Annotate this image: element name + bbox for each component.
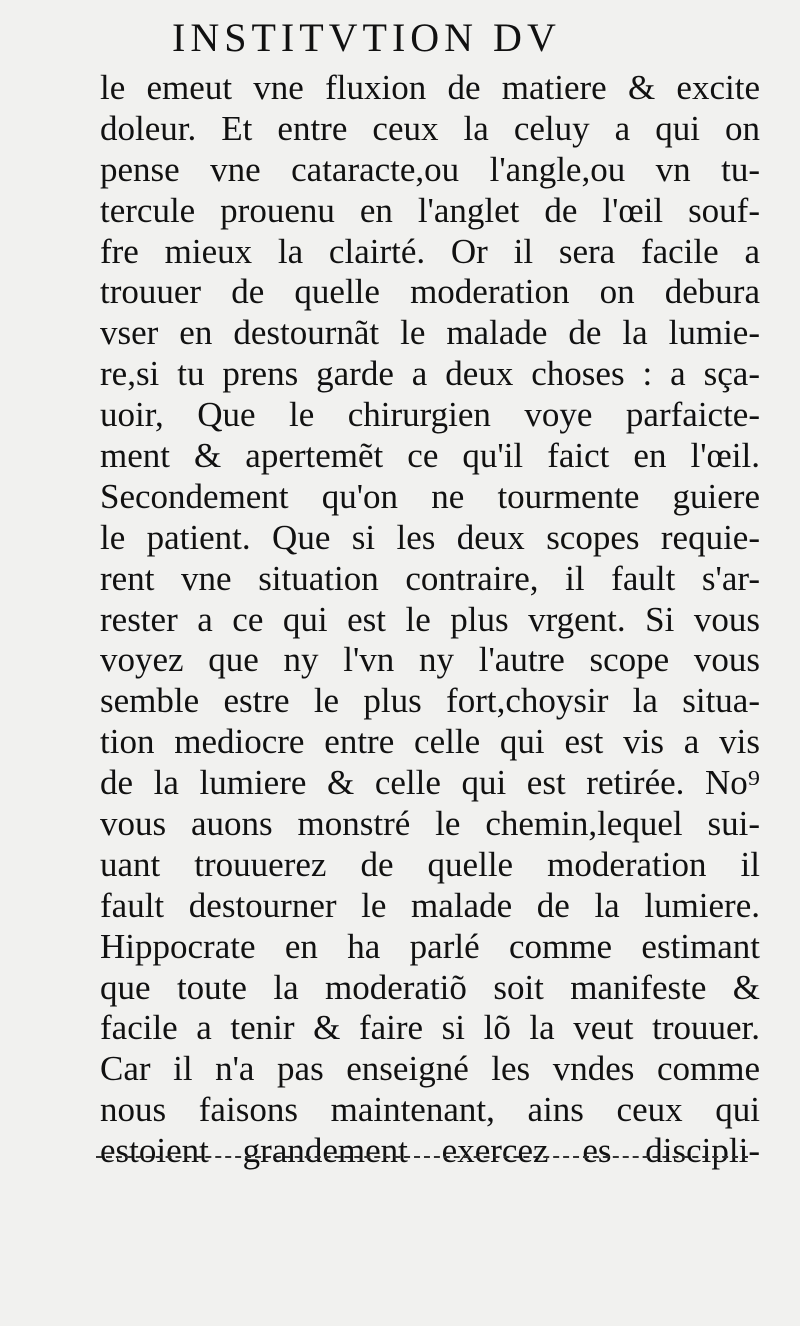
text-line: uant trouuerez de quelle moderation il <box>100 844 760 884</box>
page-bottom-rule <box>96 1156 748 1158</box>
body-text <box>100 68 760 1172</box>
text-line: rent vne situation contraire, il fault s'ar- <box>100 558 760 598</box>
running-head: INSTITVTION DV <box>172 15 561 60</box>
text-line: pense vne cataracte,ou l'angle,ou vn tu- <box>100 149 760 189</box>
text-line: de la lumiere & celle qui est retirée. No⁹ <box>100 763 760 803</box>
text-line: voyez que ny l'vn ny l'autre scope vous <box>100 640 760 680</box>
text-line: trouuer de quelle moderation on debura <box>100 272 760 312</box>
text-line: que toute la moderatiõ soit manifeste & <box>100 967 760 1007</box>
text-line: nous faisons maintenant, ains ceux qui <box>100 1090 760 1130</box>
text-line: doleur. Et entre ceux la celuy a qui on <box>100 108 760 148</box>
text-line: le emeut vne fluxion de matiere & excite <box>100 68 760 107</box>
text-line: estoient grandement exercez es discipli- <box>100 1131 760 1171</box>
text-line: vser en destournãt le malade de la lumie- <box>100 313 760 353</box>
text-line: vous auons monstré le chemin,lequel sui- <box>100 804 760 844</box>
text-line: uoir, Que le chirurgien voye parfaicte- <box>100 395 760 435</box>
text-line: le patient. Que si les deux scopes requie- <box>100 517 760 557</box>
text-line: Hippocrate en ha parlé comme estimant <box>100 926 760 966</box>
text-line: facile a tenir & faire si lõ la veut trouuer. <box>100 1008 760 1048</box>
text-line: tion mediocre entre celle qui est vis a vis <box>100 722 760 762</box>
text-line: ment & apertemẽt ce qu'il faict en l'œil. <box>100 436 760 476</box>
text-line: Car il n'a pas enseigné les vndes comme <box>100 1049 760 1089</box>
text-line: re,si tu prens garde a deux choses : a sça- <box>100 354 760 394</box>
text-line: fault destourner le malade de la lumiere. <box>100 885 760 925</box>
text-line: semble estre le plus fort,choysir la situa- <box>100 681 760 721</box>
text-line: rester a ce qui est le plus vrgent. Si vous <box>100 599 760 639</box>
text-line: Secondement qu'on ne tourmente guiere <box>100 476 760 516</box>
text-line: fre mieux la clairté. Or il sera facile a <box>100 231 760 271</box>
text-line: tercule prouenu en l'anglet de l'œil souf- <box>100 190 760 230</box>
